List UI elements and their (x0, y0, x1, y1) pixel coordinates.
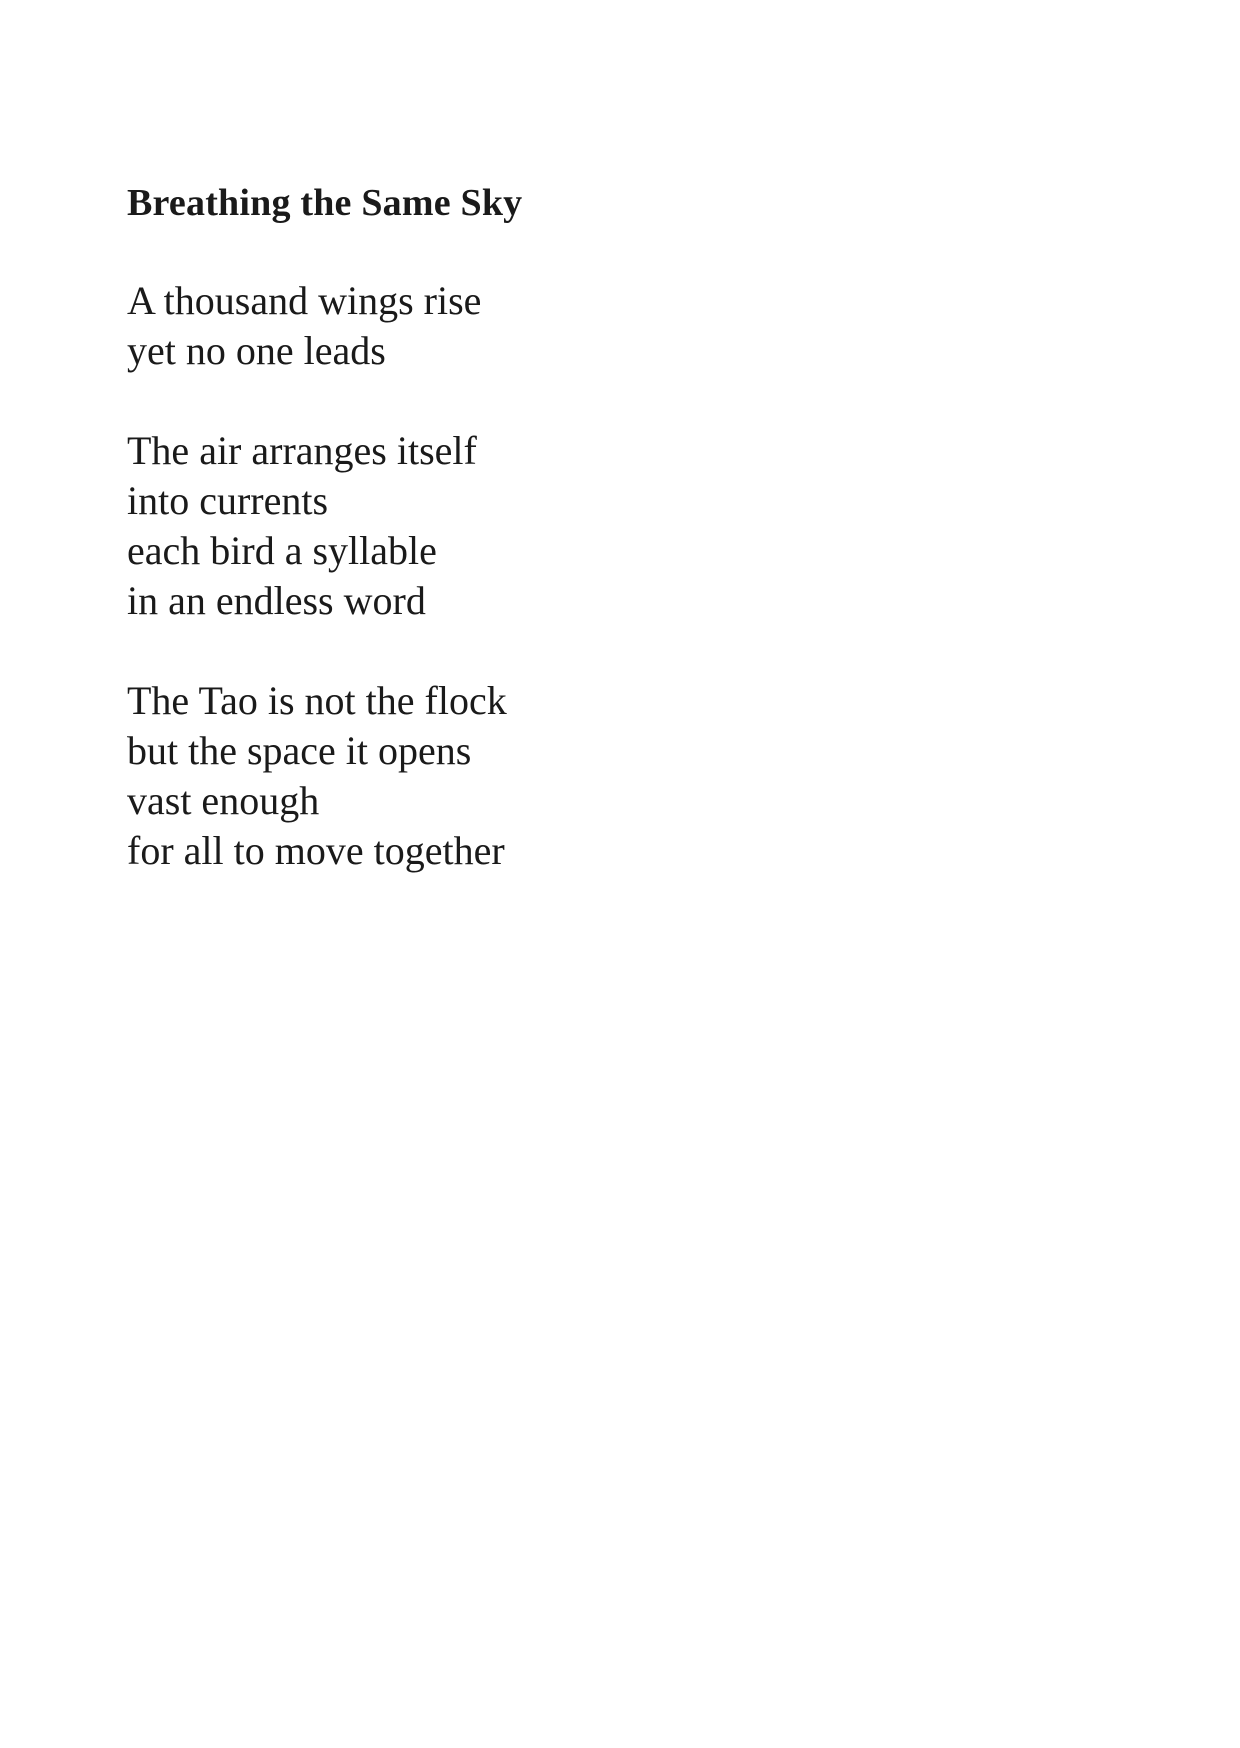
poem-line: for all to move together (127, 828, 505, 873)
stanza-3 (127, 676, 827, 876)
stanza-2 (127, 426, 827, 626)
poem-line: A thousand wings rise (127, 278, 482, 323)
poem-line: vast enough (127, 778, 320, 823)
poem-line: yet no one leads (127, 328, 386, 373)
poem-line: The Tao is not the flock (127, 678, 507, 723)
poem-line: in an endless word (127, 578, 426, 623)
poem-line: but the space it opens (127, 728, 472, 773)
stanza-1 (127, 276, 827, 376)
poem-line: The air arranges itself (127, 428, 477, 473)
poem (127, 178, 827, 876)
poem-line: into currents (127, 478, 329, 523)
poem-line: each bird a syllable (127, 528, 437, 573)
poem-title: Breathing the Same Sky (127, 182, 523, 224)
